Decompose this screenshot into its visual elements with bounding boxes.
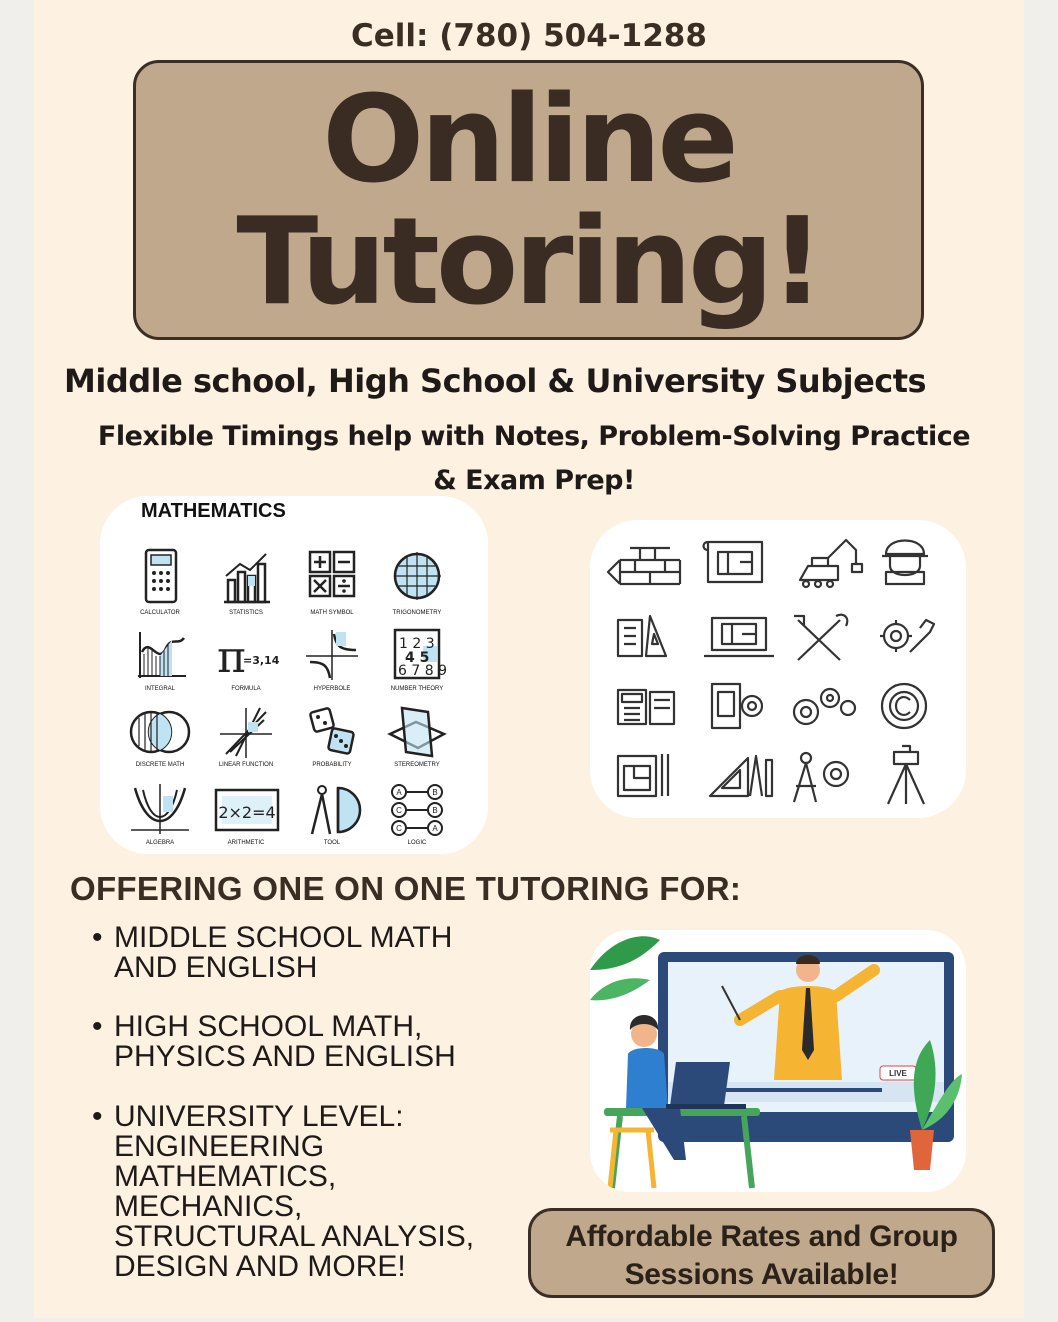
svg-text:B: B [432, 788, 438, 797]
svg-text:C: C [396, 824, 402, 833]
svg-text:B: B [432, 806, 438, 815]
bullet-dot: • [92, 1100, 103, 1133]
engineer-helmet-icon [882, 541, 928, 585]
arithmetic-icon [206, 782, 286, 846]
calculator-icon [120, 546, 200, 616]
compass-gear-icon [794, 753, 848, 802]
engineering-icons [590, 520, 966, 818]
engineering-icon-panel [590, 520, 966, 818]
desk-top [604, 1108, 760, 1116]
progress-track [722, 1088, 882, 1092]
svg-text:6 7 8 9: 6 7 8 9 [398, 663, 447, 679]
tagline-line-1: Flexible Timings help with Notes, Problem-Solving Practice [97, 421, 971, 452]
triangle-ruler-icon [710, 756, 772, 796]
student-shirt [626, 1048, 668, 1108]
svg-text:4 5: 4 5 [405, 650, 430, 666]
laptop-base [666, 1104, 746, 1109]
svg-text:π: π [217, 632, 246, 683]
affordable-line-2: Sessions Available! [624, 1258, 899, 1291]
list-item-text: HIGH SCHOOL MATH, PHYSICS AND ENGLISH [114, 1010, 456, 1073]
formula-icon [206, 626, 286, 692]
affordable-rates-box [528, 1208, 995, 1298]
excavator-icon [800, 540, 862, 587]
title-line-tutoring: Tutoring! [236, 193, 821, 332]
math-symbol-icon [292, 546, 372, 616]
laptop-blueprint-icon [704, 618, 774, 656]
offering-heading: OFFERING ONE ON ONE TUTORING FOR: [70, 870, 742, 907]
list-item-text: UNIVERSITY LEVEL: ENGINEERING MATHEMATICS, MECHANICS, STRUCTURAL ANALYSIS, DESIGN AND MORE! [114, 1100, 475, 1283]
icon-label: TOOL [323, 840, 341, 846]
floor-plan-icon [618, 754, 668, 796]
icon-label: NUMBER THEORY [390, 686, 444, 692]
subjects-subtitle: Middle school, High School & University Subjects [64, 362, 927, 400]
trigonometry-icon [377, 546, 457, 616]
cell-phone-number: Cell: (780) 504-1288 [351, 18, 707, 54]
number-theory-icon [377, 626, 457, 692]
laptop-screen [670, 1062, 730, 1106]
icon-label: ARITHMETIC [227, 840, 265, 846]
flyer [34, 0, 1024, 1318]
calculator-plans-icon [618, 690, 674, 724]
bullet-dot: • [92, 921, 103, 954]
brick-wall-crane-icon [608, 548, 680, 584]
affordable-line-1: Affordable Rates and Group [565, 1220, 958, 1253]
mathematics-heading: MATHEMATICS [141, 500, 286, 522]
icon-label: STATISTICS [229, 610, 263, 616]
tagline [54, 415, 1014, 503]
svg-text:1 2 3: 1 2 3 [399, 636, 435, 652]
svg-text:C: C [396, 806, 402, 815]
leaf-shape [590, 978, 650, 1000]
logic-icon [377, 782, 457, 846]
gear-copyright-icon [882, 684, 926, 728]
online-class-illustration [590, 930, 966, 1192]
list-item-text: MIDDLE SCHOOL MATH AND ENGLISH [114, 921, 453, 984]
icon-label: HYPERBOLE [313, 686, 351, 692]
arithmetic-text: 2×2=4 [218, 803, 276, 822]
leaf-shape [590, 936, 660, 970]
icon-label: STEREOMETRY [394, 762, 440, 768]
building-ruler-icon [618, 616, 666, 656]
svg-text:A: A [432, 824, 438, 833]
probability-icon [292, 704, 372, 768]
bullet-dot: • [92, 1010, 103, 1043]
icon-label: CALCULATOR [140, 610, 180, 616]
discrete-math-icon [120, 704, 200, 768]
icon-label: FORMULA [231, 686, 261, 692]
icon-label: LOGIC [407, 840, 427, 846]
algebra-icon [120, 782, 200, 846]
icon-label: DISCRETE MATH [135, 762, 185, 768]
icon-label: INTEGRAL [144, 686, 175, 692]
linear-function-icon [206, 704, 286, 768]
statistics-icon [206, 546, 286, 616]
live-label: LIVE [889, 1069, 907, 1078]
tablet-gear-icon [712, 684, 762, 728]
tools-crossed-icon [794, 615, 847, 660]
theodolite-icon [888, 746, 924, 804]
plant-pot [910, 1130, 934, 1170]
blueprint-icon [704, 542, 763, 582]
tool-icon [292, 782, 372, 846]
hyperbole-icon [292, 626, 372, 692]
title-line-online: Online [322, 71, 735, 210]
stereometry-icon [377, 704, 457, 768]
gears-icon [794, 689, 855, 724]
gear-wrench-icon [880, 620, 934, 652]
icon-label: TRIGONOMETRY [392, 610, 442, 616]
mathematics-icon-panel [100, 496, 488, 854]
pi-value-text: =3,14 [243, 654, 279, 667]
integral-icon [120, 626, 200, 692]
tagline-line-2: & Exam Prep! [433, 465, 635, 496]
icon-label: LINEAR FUNCTION [218, 762, 274, 768]
icon-label: ALGEBRA [145, 840, 175, 846]
icon-label: MATH SYMBOL [310, 610, 354, 616]
svg-text:A: A [396, 788, 402, 797]
title-box [133, 60, 924, 340]
icon-label: PROBABILITY [312, 762, 352, 768]
